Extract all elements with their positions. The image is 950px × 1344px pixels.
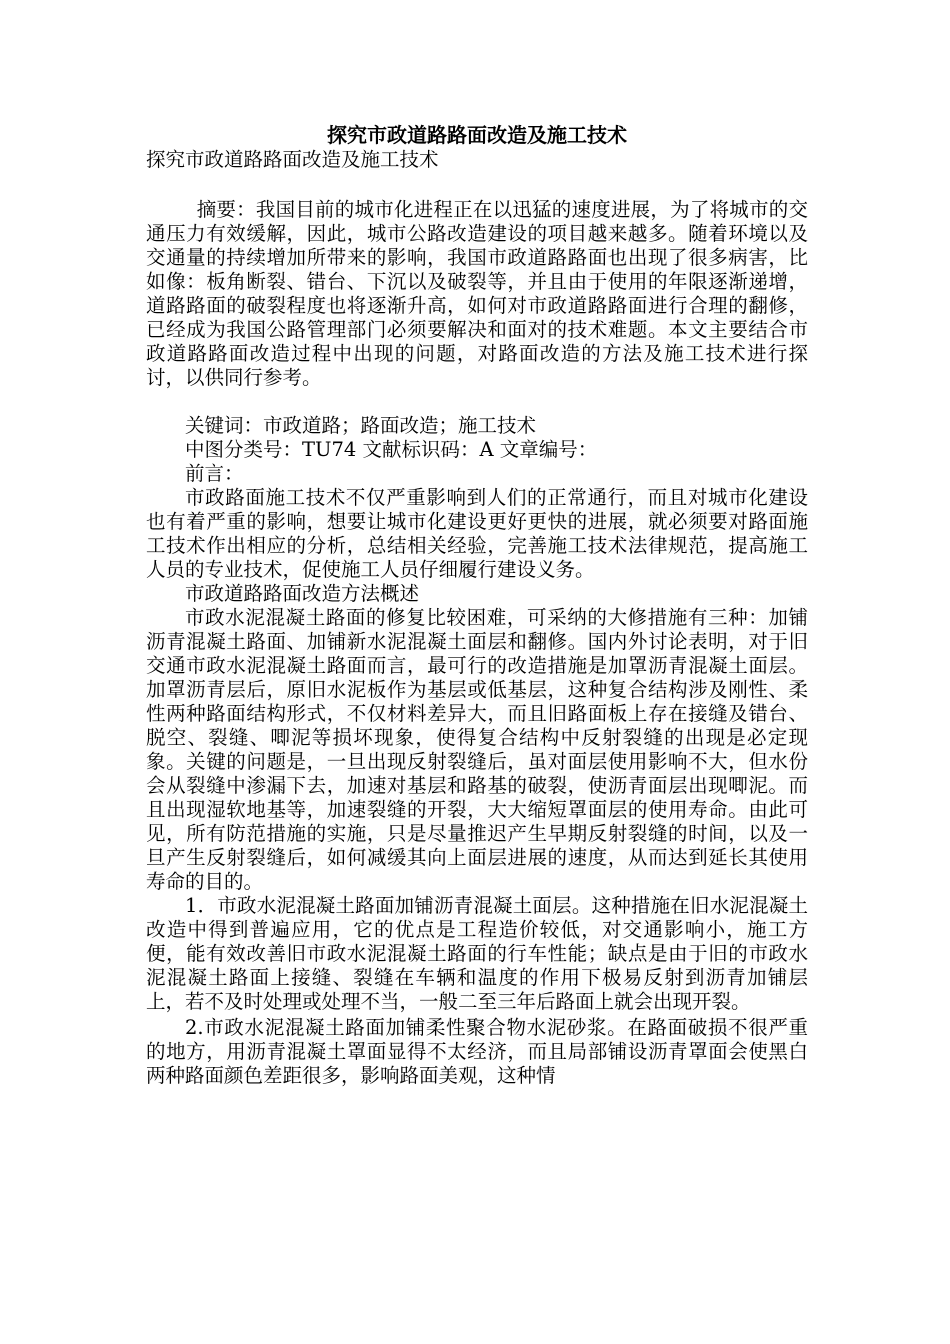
- document-title: 探究市政道路路面改造及施工技术: [327, 123, 627, 147]
- preface-paragraph: 市政路面施工技术不仅严重影响到人们的正常通行，而且对城市化建设也有着严重的影响，想要让城市化建设更好更快的进展，就必须要对路面施工技术作出相应的分析，总结相关经验，完善施工技术法律规范，提高施工人员的专业技术，促使施工人员仔细履行建设义务。: [146, 486, 808, 581]
- keywords-line: 关键词：市政道路；路面改造；施工技术: [185, 414, 537, 437]
- blank-line: [146, 174, 808, 198]
- preface-heading: 前言：: [185, 462, 244, 485]
- section-paragraph: 市政水泥混凝土路面的修复比较困难，可采纳的大修措施有三种：加铺沥青混凝土路面、加铺新水泥混凝土面层和翻修。国内外讨论表明，对于旧交通市政水泥混凝土路面而言，最可行的改造措施是加罩沥青混凝土面层。加罩沥青层后，原旧水泥板作为基层或低基层，这种复合结构涉及刚性、柔性两种路面结构形式，不仅材料差异大，而且旧路面板上存在接缝及错台、脱空、裂缝、唧泥等损坏现象，使得复合结构中反射裂缝的出现是必定现象。关键的问题是，一旦出现反射裂缝后，虽对面层使用影响不大，但水份会从裂缝中渗漏下去，加速对基层和路基的破裂，使沥青面层出现唧泥。而且出现湿软地基等，加速裂缝的开裂，大大缩短罩面层的使用寿命。由此可见，所有防范措施的实施，只是尽量推迟产生早期反射裂缝的时间，以及一旦产生反射裂缝后，如何减缓其向上面层进展的速度，从而达到延长其使用寿命的目的。: [146, 606, 808, 893]
- document-body: [146, 122, 808, 1088]
- abstract-paragraph: 摘要：我国目前的城市化进程正在以迅猛的速度进展，为了将城市的交通压力有效缓解，因此，城市公路改造建设的项目越来越多。随着环境以及交通量的持续增加所带来的影响，我国市政道路路面也出现了很多病害，比如像：板角断裂、错台、下沉以及破裂等，并且由于使用的年限逐渐递增，道路路面的破裂程度也将逐渐升高，如何对市政道路路面进行合理的翻修，已经成为我国公路管理部门必须要解决和面对的技术难题。本文主要结合市政道路路面改造过程中出现的问题，对路面改造的方法及施工技术进行探讨，以供同行参考。: [146, 198, 808, 389]
- list-item-2: 2.市政水泥混凝土路面加铺柔性聚合物水泥砂浆。在路面破损不很严重的地方，用沥青混凝土罩面显得不太经济，而且局部铺设沥青罩面会使黑白两种路面颜色差距很多，影响路面美观，这种情: [146, 1016, 808, 1087]
- document-subtitle: 探究市政道路路面改造及施工技术: [146, 148, 439, 171]
- list-item-1: 1．市政水泥混凝土路面加铺沥青混凝土面层。这种措施在旧水泥混凝土改造中得到普遍应用，它的优点是工程造价较低，对交通影响小，施工方便，能有效改善旧市政水泥混凝土路面的行车性能；缺点是由于旧的市政水泥混凝土路面上接缝、裂缝在车辆和温度的作用下极易反射到沥青加铺层上，若不及时处理或处理不当，一般二至三年后路面上就会出现开裂。: [146, 894, 808, 1013]
- blank-line: [146, 390, 808, 414]
- classification-line: 中图分类号：TU74 文献标识码：A 文章编号：: [185, 438, 598, 461]
- section-heading: 市政道路路面改造方法概述: [185, 582, 420, 605]
